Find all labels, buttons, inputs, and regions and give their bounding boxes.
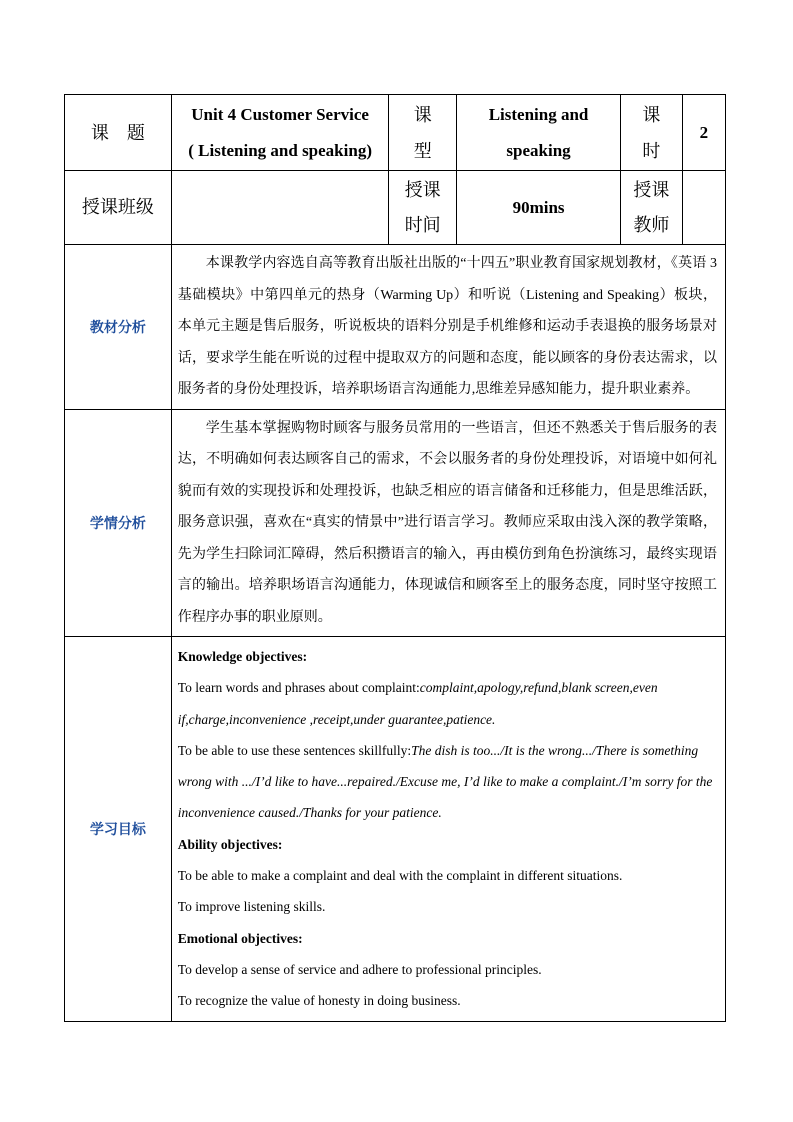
textbook-label: 教材分析 [65, 245, 172, 410]
ability-objective-2: To improve listening skills. [177, 899, 326, 915]
knowledge-objectives-heading: Knowledge objectives: [177, 649, 308, 664]
lesson-plan-table [64, 94, 726, 1022]
knowledge-1-prefix: To learn words and phrases about complaint: [177, 680, 420, 696]
textbook-analysis-text: 本课教学内容选自高等教育出版社出版的“十四五”职业教育国家规划教材，《英语 3 基础模块》中第四单元的热身（Warming Up）和听说（Listening and Speaking）板块，本单元主题是售后服务，听说板块的语料分别是手机维修和运动手表退换的服务场景对话，要求学生能在听说的过程中提取双方的问题和态度，能以顾客的身份表达需求，以服务者的身份处理投诉，培养职场语言沟通能力,思维差异感知能力，提升职业素养。 [171, 245, 725, 410]
objectives-label: 学习目标 [65, 637, 172, 1022]
teacher-value [682, 171, 725, 245]
class-value [171, 171, 389, 245]
class-label: 授课班级 [65, 171, 172, 245]
students-label: 学情分析 [65, 409, 172, 637]
type-label-line-2: 型 [413, 140, 432, 161]
header-row [65, 95, 726, 171]
type-value [456, 95, 620, 171]
time-value: 90mins [456, 171, 620, 245]
ability-objective-1: To be able to make a complaint and deal with the complaint in different situations. [177, 868, 623, 884]
knowledge-2-prefix: To be able to use these sentences skillfully: [177, 742, 412, 758]
teacher-label [621, 171, 682, 245]
hours-label-line-1: 课 [642, 104, 661, 125]
teacher-label-line-2: 教师 [633, 214, 670, 235]
type-label [389, 95, 457, 171]
type-value-line-2: speaking [506, 140, 571, 160]
hours-label [621, 95, 682, 171]
hours-label-line-2: 时 [642, 140, 661, 161]
objectives-row [65, 637, 726, 1022]
topic-label: 课 题 [65, 95, 172, 171]
time-label-line-1: 授课 [404, 179, 441, 200]
knowledge-1-items: complaint,apology,refund,blank screen,even if,charge,inconvenience ,receipt,under guarantee,patience. [177, 680, 658, 727]
class-info-row [65, 171, 726, 245]
ability-objectives-heading: Ability objectives: [177, 836, 283, 852]
hours-value: 2 [682, 95, 725, 171]
topic-line-2: ( Listening and speaking) [188, 140, 372, 160]
time-label-line-2: 时间 [404, 214, 441, 235]
type-label-line-1: 课 [413, 104, 432, 125]
students-row [65, 409, 726, 637]
emotional-objective-1: To develop a sense of service and adhere to professional principles. [177, 961, 542, 977]
teacher-label-line-1: 授课 [633, 179, 670, 200]
type-value-line-1: Listening and [488, 104, 589, 124]
time-label [389, 171, 457, 245]
knowledge-2-items: The dish is too.../It is the wrong.../There is something wrong with .../I’d like to have...repaired./Excuse me, I’d like to make a complaint./I’m sorry for the inconvenience caused./Thanks for your patience. [177, 742, 713, 821]
students-analysis-text: 学生基本掌握购物时顾客与服务员常用的一些语言，但还不熟悉关于售后服务的表达，不明确如何表达顾客自己的需求，不会以服务者的身份处理投诉，对语境中如何礼貌而有效的实现投诉和处理投诉，也缺乏相应的语言储备和迁移能力，但是思维活跃，服务意识强，喜欢在“真实的情景中”进行语言学习。教师应采取由浅入深的教学策略，先为学生扫除词汇障碍，然后积攒语言的输入，再由模仿到角色扮演练习，最终实现语言的输出。培养职场语言沟通能力，体现诚信和顾客至上的服务态度，同时坚守按照工作程序办事的职业原则。 [171, 409, 725, 637]
topic-line-1: Unit 4 Customer Service [191, 104, 369, 124]
textbook-row [65, 245, 726, 410]
emotional-objectives-heading: Emotional objectives: [177, 930, 303, 946]
topic-value [171, 95, 389, 171]
objectives-content [171, 637, 725, 1022]
knowledge-objective-1 [178, 672, 717, 735]
knowledge-objective-2 [178, 735, 717, 829]
emotional-objective-2: To recognize the value of honesty in doing business. [177, 993, 461, 1009]
